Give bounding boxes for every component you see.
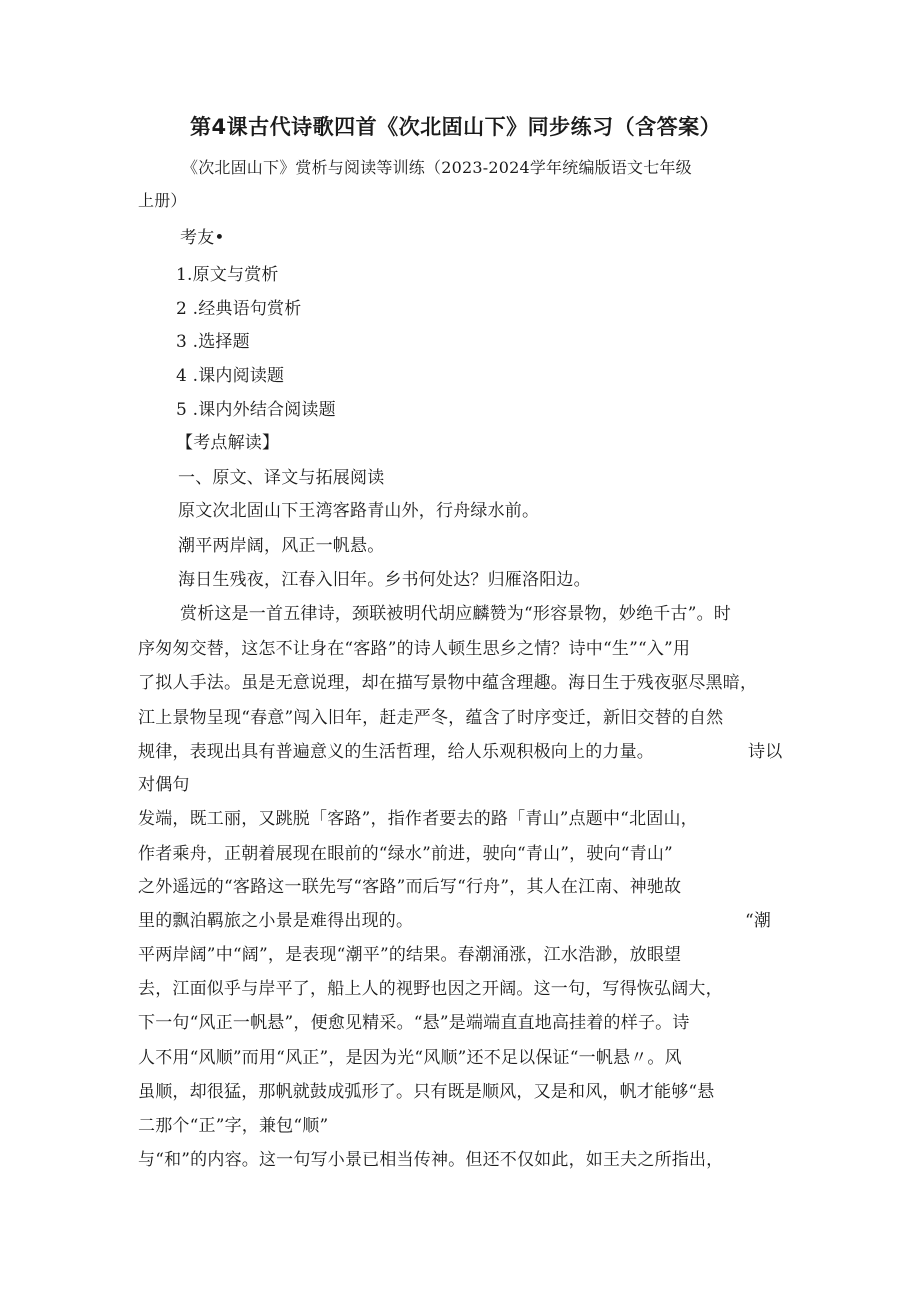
poem-line-1: 原文次北固山下王湾客路青山外，行舟绿水前。 [178,501,540,521]
subtitle-line-2: 上册） [138,191,187,210]
body-line: 平两岸阔”中“阔”，是表现“潮平”的结果。春潮涌涨，江水浩渺，放眼望 [138,945,682,965]
toc-item-4: 4 .课内阅读题 [176,366,285,386]
body-line: “潮 [745,911,772,931]
section-label: 考友• [180,228,225,248]
body-line: 虽顺，却很猛，那帆就鼓成弧形了。只有既是顺风，又是和风，帆才能够“悬 [138,1082,715,1102]
body-line: 作者乘舟，正朝着展现在眼前的“绿水”前进，驶向“青山”，驶向“青山” [138,844,673,864]
body-line: 二那个“正”字，兼包“顺” [138,1116,329,1136]
body-line: 序匆匆交替，这怎不让身在“客路”的诗人顿生思乡之情？诗中“生”“入”用 [138,639,691,659]
body-line: 与“和”的内容。这一句写小景已相当传神。但还不仅如此，如王夫之所指出， [138,1150,724,1170]
toc-item-2: 2 .经典语句赏析 [176,299,302,319]
toc-item-1: 1.原文与赏析 [176,265,279,285]
document-title: 第4课古代诗歌四首《次北固山下》同步练习（含答案） [190,115,722,139]
body-line: 之外遥远的“客路这一联先写“客路”而后写“行舟”，其人在江南、神驰故 [138,877,682,897]
body-line: 江上景物呈现“春意”闯入旧年，赶走严冬，蕴含了时序变迁，新旧交替的自然 [138,708,724,728]
toc-item-5: 5 .课内外结合阅读题 [176,400,336,420]
body-line: 了拟人手法。虽是无意说理，却在描写景物中蕴含理趣。海日生于残夜驱尽黑暗， [138,673,758,693]
body-line: 赏析这是一首五律诗，颈联被明代胡应麟赞为“形容景物，妙绝千古”。时 [180,604,731,624]
body-line: 诗以 [748,742,783,762]
body-line: 去，江面似乎与岸平了，船上人的视野也因之开阔。这一句，写得恢弘阔大， [138,979,723,999]
body-line: 对偶句 [138,775,190,795]
toc-item-3: 3 .选择题 [176,332,250,352]
body-line: 里的飘泊羁旅之小景是难得出现的。 [138,911,414,931]
body-line: 下一句“风正一帆悬”，便愈见精采。“悬”是端端直直地高挂着的样子。诗 [138,1013,690,1033]
poem-line-2: 潮平两岸阔，风正一帆悬。 [178,536,385,556]
poem-line-3: 海日生残夜，江春入旧年。乡书何处达？归雁洛阳边。 [178,570,591,590]
subtitle-line-1: 《次北固山下》赏析与阅读等训练（2023-2024学年统编版语文七年级 [182,158,692,177]
key-points-heading: 【考点解读】 [176,433,280,453]
body-line: 发端，既工丽，又跳脱「客路”，指作者要去的路「青山”点题中“北固山， [138,809,698,829]
section-one-heading: 一、原文、译文与拓展阅读 [178,468,385,488]
body-line: 人不用“风顺”而用“风正”，是因为光“风顺”还不足以保证“一帆悬〃。风 [138,1048,682,1068]
body-line: 规律，表现出具有普遍意义的生活哲理，给人乐观积极向上的力量。 [138,742,654,762]
